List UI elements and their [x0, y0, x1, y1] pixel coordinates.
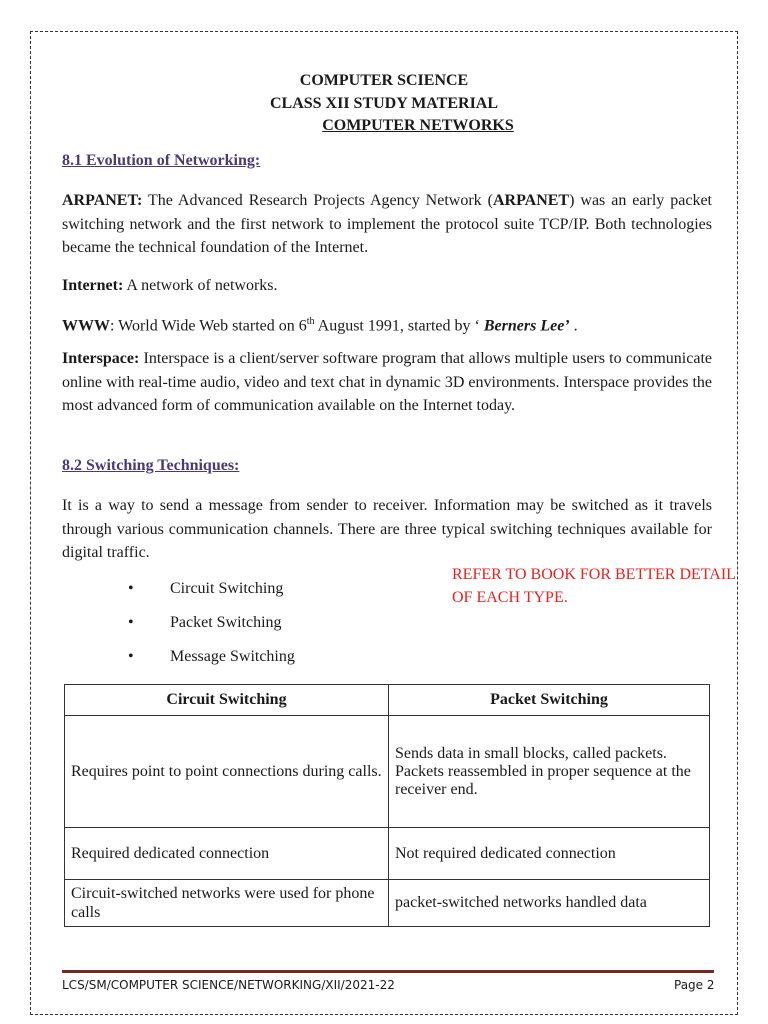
footer-document-code: LCS/SM/COMPUTER SCIENCE/NETWORKING/XII/2021-22 [62, 978, 395, 992]
column-header-packet: Packet Switching [389, 685, 710, 716]
header-class: CLASS XII STUDY MATERIAL [269, 95, 499, 112]
table-cell: Required dedicated connection [65, 828, 389, 880]
paragraph-internet: Internet: A network of networks. [62, 277, 278, 294]
table-cell: Circuit-switched networks were used for phone calls [65, 880, 389, 927]
refer-to-book-note: REFER TO BOOK FOR BETTER DETAIL OF EACH TYPE. [452, 566, 736, 606]
switching-comparison-table [64, 684, 710, 927]
table-cell: packet-switched networks handled data [389, 880, 710, 927]
list-item: • Circuit Switching [128, 580, 284, 597]
list-item: • Packet Switching [128, 614, 282, 631]
paragraph-www: WWW: World Wide Web started on 6th August 1991, started by ‘ Berners Lee’ . [62, 316, 578, 335]
table-cell: Sends data in small blocks, called packets. Packets reassembled in proper sequence at the receiver end. [389, 716, 710, 828]
table-header-row [65, 685, 710, 716]
table-row [65, 716, 710, 828]
paragraph-interspace: Interspace: Interspace is a client/server software program that allows multiple users to communicate online with real-time audio, video and text chat in dynamic 3D environments. Interspace provides the most advanced form of communication available on the Internet today. [62, 350, 712, 414]
column-header-circuit: Circuit Switching [65, 685, 389, 716]
header-topic: COMPUTER NETWORKS [322, 117, 514, 134]
table-row [65, 828, 710, 880]
header-subject: COMPUTER SCIENCE [299, 72, 469, 89]
section-title-switching: 8.2 Switching Techniques: [62, 457, 240, 474]
table-row [65, 880, 710, 927]
paragraph-switching-intro: It is a way to send a message from sender to receiver. Information may be switched as it travels through various communication channels. There are three typical switching techniques available for digital traffic. [62, 497, 712, 561]
list-item: • Message Switching [128, 648, 295, 665]
footer-page-number: Page 2 [674, 978, 715, 992]
footer-rule [62, 970, 714, 973]
paragraph-arpanet: ARPANET: The Advanced Research Projects Agency Network (ARPANET) was an early packet switching network and the first network to implement the protocol suite TCP/IP. Both technologies became the technical foundation of the Internet. [62, 192, 712, 256]
section-title-evolution: 8.1 Evolution of Networking: [62, 152, 261, 169]
table-cell: Requires point to point connections during calls. [65, 716, 389, 828]
table-cell: Not required dedicated connection [389, 828, 710, 880]
